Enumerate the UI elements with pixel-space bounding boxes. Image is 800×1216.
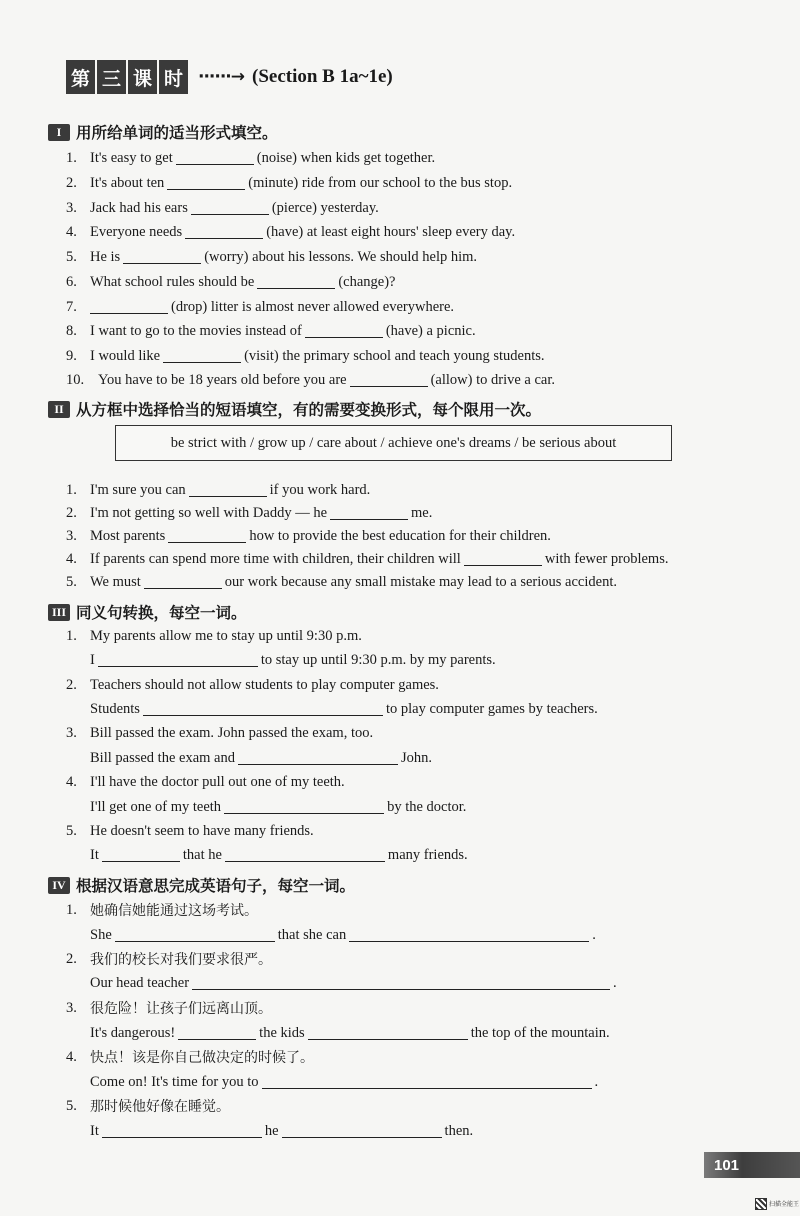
watermark-text: 扫描全能王 <box>769 1201 800 1208</box>
answer-blank[interactable] <box>102 1124 262 1138</box>
phrase-box: be strict with / grow up / care about / achieve one's dreams / be serious about <box>115 425 672 461</box>
exercise-item: 2. It's about ten (minute) ride from our school to the bus stop. <box>66 174 513 191</box>
page-number: 101 <box>704 1152 800 1178</box>
exercise-item: 2. Teachers should not allow students to play computer games. <box>66 676 439 693</box>
translation-line: It's dangerous! the kids the top of the mountain. <box>90 1024 610 1041</box>
answer-blank[interactable] <box>185 225 263 239</box>
exercise-item: 9. I would like (visit) the primary school and teach young students. <box>66 347 545 364</box>
section-badge: III <box>48 604 70 621</box>
section-instruction: 同义句转换，每空一词。 <box>76 604 247 622</box>
answer-blank[interactable] <box>349 928 589 942</box>
exercise-item: 4. If parents can spend more time with children, their children will with fewer problems. <box>66 550 669 567</box>
exercise-item: 1. It's easy to get (noise) when kids get together. <box>66 149 436 166</box>
lesson-char: 三 <box>97 60 126 94</box>
answer-blank[interactable] <box>330 506 408 520</box>
exercise-item: 1. My parents allow me to stay up until 9:30 p.m. <box>66 627 362 644</box>
translation-line: Our head teacher . <box>90 974 617 991</box>
answer-blank[interactable] <box>464 552 542 566</box>
answer-blank[interactable] <box>238 751 398 765</box>
exercise-item: 5. 那时候他好像在睡觉。 <box>66 1097 230 1115</box>
section-badge: I <box>48 124 70 141</box>
answer-blank[interactable] <box>225 848 385 862</box>
exercise-item: 10. You have to be 18 years old before you are (allow) to drive a car. <box>66 371 555 388</box>
lesson-char: 时 <box>159 60 188 94</box>
lesson-label <box>66 60 190 94</box>
exercise-item: 3. Most parents how to provide the best education for their children. <box>66 527 551 544</box>
exercise-item: 5. We must our work because any small mistake may lead to a serious accident. <box>66 573 617 590</box>
exercise-item: 1. 她确信她能通过这场考试。 <box>66 901 258 919</box>
translation-line: Come on! It's time for you to . <box>90 1073 599 1090</box>
exercise-item: 3. 很危险！让孩子们远离山顶。 <box>66 999 272 1017</box>
rewrite-line: I'll get one of my teeth by the doctor. <box>90 798 467 815</box>
exercise-item: 2. 我们的校长对我们要求很严。 <box>66 950 272 968</box>
rewrite-line: Bill passed the exam and John. <box>90 749 432 766</box>
answer-blank[interactable] <box>102 848 180 862</box>
exercise-item: 5. He is (worry) about his lessons. We should help him. <box>66 248 478 265</box>
rewrite-line: It that he many friends. <box>90 846 468 863</box>
answer-blank[interactable] <box>168 529 246 543</box>
exercise-item: 4. I'll have the doctor pull out one of my teeth. <box>66 773 345 790</box>
lesson-header <box>66 60 393 94</box>
answer-blank[interactable] <box>178 1026 256 1040</box>
lesson-char: 第 <box>66 60 95 94</box>
exercise-item: 3. Jack had his ears (pierce) yesterday. <box>66 199 379 216</box>
section-heading-1 <box>48 121 278 143</box>
answer-blank[interactable] <box>224 800 384 814</box>
answer-blank[interactable] <box>262 1075 592 1089</box>
answer-blank[interactable] <box>189 483 267 497</box>
answer-blank[interactable] <box>191 201 269 215</box>
answer-blank[interactable] <box>90 300 168 314</box>
section-badge: II <box>48 401 70 418</box>
rewrite-line: Students to play computer games by teachers. <box>90 700 598 717</box>
section-heading-4 <box>48 874 355 896</box>
translation-line: It he then. <box>90 1122 474 1139</box>
exercise-item: 5. He doesn't seem to have many friends. <box>66 822 314 839</box>
exercise-item: 6. What school rules should be (change)? <box>66 273 396 290</box>
answer-blank[interactable] <box>257 275 335 289</box>
answer-blank[interactable] <box>192 976 610 990</box>
answer-blank[interactable] <box>163 349 241 363</box>
exercise-item: 2. I'm not getting so well with Daddy — he me. <box>66 504 433 521</box>
answer-blank[interactable] <box>143 702 383 716</box>
section-title: (Section B 1a~1e) <box>252 66 393 87</box>
answer-blank[interactable] <box>123 250 201 264</box>
answer-blank[interactable] <box>115 928 275 942</box>
arrow-icon: ······→ <box>198 67 244 87</box>
section-heading-3 <box>48 601 247 623</box>
section-badge: IV <box>48 877 70 894</box>
answer-blank[interactable] <box>144 575 222 589</box>
section-instruction: 根据汉语意思完成英语句子，每空一词。 <box>76 877 356 895</box>
answer-blank[interactable] <box>282 1124 442 1138</box>
answer-blank[interactable] <box>98 653 258 667</box>
exercise-item: 3. Bill passed the exam. John passed the exam, too. <box>66 724 374 741</box>
rewrite-line: I to stay up until 9:30 p.m. by my parents. <box>90 651 496 668</box>
answer-blank[interactable] <box>308 1026 468 1040</box>
section-heading-2 <box>48 398 541 420</box>
section-instruction: 用所给单词的适当形式填空。 <box>76 124 278 142</box>
answer-blank[interactable] <box>305 324 383 338</box>
answer-blank[interactable] <box>176 151 254 165</box>
exercise-item: 7. (drop) litter is almost never allowed everywhere. <box>66 298 455 315</box>
section-instruction: 从方框中选择恰当的短语填空，有的需要变换形式，每个限用一次。 <box>76 401 542 419</box>
lesson-char: 课 <box>128 60 157 94</box>
exercise-item: 4. Everyone needs (have) at least eight hours' sleep every day. <box>66 223 516 240</box>
exercise-item: 8. I want to go to the movies instead of (have) a picnic. <box>66 322 476 339</box>
exercise-item: 1. I'm sure you can if you work hard. <box>66 481 371 498</box>
translation-line: She that she can . <box>90 926 596 943</box>
answer-blank[interactable] <box>167 176 245 190</box>
exercise-item: 4. 快点！该是你自己做决定的时候了。 <box>66 1048 314 1066</box>
qr-code-icon <box>755 1198 767 1210</box>
answer-blank[interactable] <box>350 373 428 387</box>
